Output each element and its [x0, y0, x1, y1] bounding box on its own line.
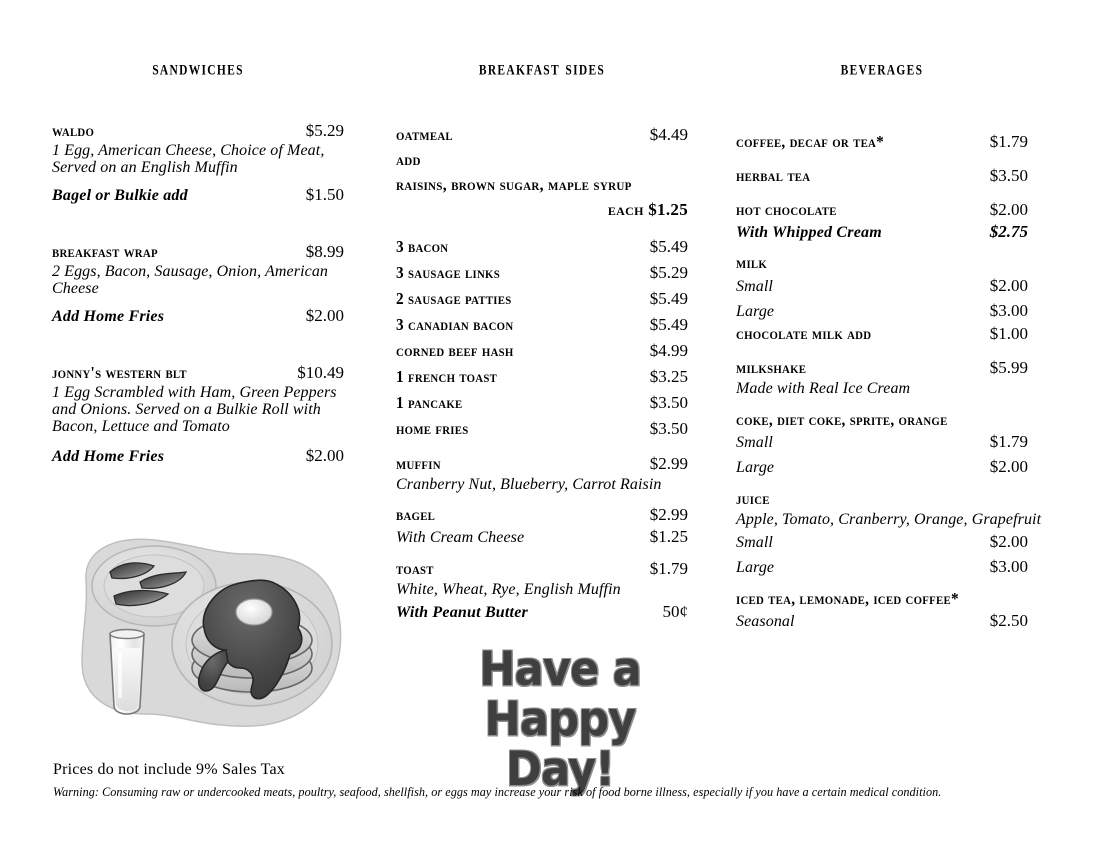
menu-row: [736, 558, 1028, 576]
slogan-line-2: Happy Day!: [484, 692, 636, 797]
menu-item-name: 3 bacon: [396, 237, 449, 256]
menu-item-price: $2.50: [989, 611, 1028, 630]
menu-row: [396, 560, 688, 577]
menu-item-price: $1.79: [649, 559, 688, 578]
menu-row: [52, 385, 344, 401]
menu-item-price: $2.75: [989, 222, 1028, 241]
menu-item-price: $2.00: [989, 200, 1028, 219]
menu-row: [52, 243, 344, 260]
menu-item-name: toast: [396, 559, 434, 578]
menu-row: [736, 381, 1028, 397]
menu-row: [736, 133, 1028, 150]
menu-row: [52, 143, 344, 159]
menu-item-name: With Peanut Butter: [396, 604, 528, 621]
menu-item-price: $2.00: [305, 446, 344, 465]
menu-row: [52, 402, 344, 418]
menu-item-name: 3 canadian bacon: [396, 315, 514, 334]
menu-row: [396, 201, 688, 218]
menu-item-price: $5.49: [649, 237, 688, 256]
menu-item-price: $5.29: [649, 263, 688, 282]
menu-item-description: Small: [736, 434, 773, 451]
menu-item-name: herbal tea: [736, 166, 811, 185]
menu-row: [396, 368, 688, 385]
happy-day-slogan: [440, 642, 680, 797]
menu-row: [736, 490, 1028, 507]
menu-item-name: breakfast wrap: [52, 242, 158, 261]
menu-row: [52, 364, 344, 381]
menu-item-name: milk: [736, 253, 768, 272]
menu-item-price: $5.49: [649, 289, 688, 308]
milk-liquid: [113, 648, 141, 711]
menu-item-price: $2.00: [989, 457, 1028, 476]
glass-highlight: [118, 652, 122, 698]
menu-item-description: and Onions. Served on a Bulkie Roll with: [52, 401, 321, 418]
menu-item-name: Add Home Fries: [52, 448, 165, 465]
menu-item-description: Apple, Tomato, Cranberry, Orange, Grapefruit: [736, 511, 1042, 528]
menu-rows-breakfast-sides: [396, 126, 688, 621]
menu-row: [52, 447, 344, 465]
menu-item-description: Small: [736, 278, 773, 295]
menu-row: [396, 420, 688, 437]
menu-item-price: $8.99: [305, 242, 344, 261]
menu-item-name: juice: [736, 489, 770, 508]
menu-item-description: 2 Eggs, Bacon, Sausage, Onion, American: [52, 263, 329, 280]
menu-row: [396, 394, 688, 411]
menu-item-price: $2.99: [649, 454, 688, 473]
menu-item-price: $1.79: [989, 432, 1028, 451]
menu-item-price: $1.00: [989, 324, 1028, 343]
menu-item-price: $4.99: [649, 341, 688, 360]
menu-item-name: muffin: [396, 454, 441, 473]
butter-pat: [236, 599, 272, 625]
menu-item-name: waldo: [52, 121, 95, 140]
menu-item-name: 3 sausage links: [396, 263, 500, 282]
breakfast-illustration: [76, 528, 348, 738]
menu-row: [736, 325, 1028, 342]
menu-row: [396, 582, 688, 598]
menu-row: [52, 186, 344, 204]
menu-item-description: 1 Egg Scrambled with Ham, Green Peppers: [52, 384, 337, 401]
menu-row: [396, 528, 688, 546]
menu-item-description: Made with Real Ice Cream: [736, 380, 911, 397]
menu-item-name: coffee, decaf or tea*: [736, 132, 885, 151]
menu-row: [52, 122, 344, 139]
menu-item-name: coke, diet coke, sprite, orange: [736, 410, 948, 429]
section-heading-sandwiches: sandwiches: [152, 56, 244, 80]
menu-item-description: Large: [736, 459, 775, 476]
menu-item-description: Cheese: [52, 280, 99, 297]
menu-item-name: corned beef hash: [396, 341, 514, 360]
menu-item-price: $3.50: [649, 419, 688, 438]
menu-row: [396, 290, 688, 307]
menu-item-name: milkshake: [736, 358, 807, 377]
menu-item-price: $1.79: [989, 132, 1028, 151]
menu-row: [396, 477, 688, 493]
menu-row: [396, 151, 688, 168]
menu-item-name: hot chocolate: [736, 200, 837, 219]
menu-row: [396, 603, 688, 621]
menu-item-description: Seasonal: [736, 613, 795, 630]
menu-row: [52, 160, 344, 176]
menu-item-price: $3.50: [649, 393, 688, 412]
menu-item-price: $5.29: [305, 121, 344, 140]
menu-row: [736, 201, 1028, 218]
menu-item-price: $4.49: [649, 125, 688, 144]
menu-row: [396, 176, 688, 193]
menu-item-description: With Cream Cheese: [396, 529, 525, 546]
menu-row: [52, 264, 344, 280]
menu-item-price: $5.99: [989, 358, 1028, 377]
menu-item-description: Small: [736, 534, 773, 551]
menu-item-description: Large: [736, 303, 775, 320]
menu-item-name: jonny's western blt: [52, 363, 187, 382]
menu-item-description: 1 Egg, American Cheese, Choice of Meat,: [52, 142, 325, 159]
section-heading-beverages: beverages: [840, 56, 924, 80]
menu-item-name: Bagel or Bulkie add: [52, 187, 188, 204]
menu-item-price: $1.50: [305, 185, 344, 204]
menu-item-name: iced tea, lemonade, iced coffee*: [736, 589, 959, 608]
menu-item-price: $3.50: [989, 166, 1028, 185]
menu-item-description: Served on an English Muffin: [52, 159, 238, 176]
menu-row: [736, 167, 1028, 184]
menu-item-price: $2.00: [305, 306, 344, 325]
menu-item-price: $3.00: [989, 301, 1028, 320]
sales-tax-note: Prices do not include 9% Sales Tax: [53, 761, 286, 778]
menu-rows-sandwiches: [52, 122, 344, 465]
menu-item-name: raisins, brown sugar, maple syrup: [396, 175, 632, 194]
menu-item-price: $3.25: [649, 367, 688, 386]
menu-row: [736, 277, 1028, 295]
menu-row: [736, 411, 1028, 428]
menu-item-description: Large: [736, 559, 775, 576]
menu-item-price: $3.00: [989, 557, 1028, 576]
menu-rows-beverages: [736, 132, 1042, 630]
menu-row: [396, 316, 688, 333]
menu-item-name: 2 sausage patties: [396, 289, 512, 308]
menu-item-name: home fries: [396, 419, 469, 438]
menu-item-name: With Whipped Cream: [736, 224, 882, 241]
menu-row: [52, 307, 344, 325]
menu-item-price: $2.00: [989, 532, 1028, 551]
menu-row: [736, 302, 1028, 320]
menu-row: [736, 254, 1028, 271]
menu-row: [736, 533, 1028, 551]
menu-row: [396, 264, 688, 281]
menu-item-name: oatmeal: [396, 125, 453, 144]
menu-row: [396, 506, 688, 523]
menu-item-name: bagel: [396, 505, 436, 524]
menu-row: [52, 281, 344, 297]
menu-item-description: Cranberry Nut, Blueberry, Carrot Raisin: [396, 476, 662, 493]
menu-item-price: 50¢: [662, 602, 688, 621]
food-safety-warning: Warning: Consuming raw or undercooked meats, poultry, seafood, shellfish, or eggs may increase your risk of food borne illness, especially if you have a certain medical condition.: [53, 785, 942, 799]
menu-row: [736, 590, 1028, 607]
menu-item-price: $2.00: [989, 276, 1028, 295]
menu-item-description: Bacon, Lettuce and Tomato: [52, 418, 230, 435]
menu-item-description: White, Wheat, Rye, English Muffin: [396, 581, 621, 598]
menu-row: [52, 419, 344, 435]
menu-row: [736, 433, 1028, 451]
slogan-line-1: Have a: [479, 642, 641, 697]
menu-row: [396, 455, 688, 472]
menu-row: [736, 458, 1028, 476]
menu-row: [736, 511, 1042, 528]
menu-item-name: Add Home Fries: [52, 308, 165, 325]
menu-item-price: $5.49: [649, 315, 688, 334]
menu-item-name: add: [396, 150, 421, 169]
menu-row: [396, 238, 688, 255]
menu-row: [396, 342, 688, 359]
menu-item-price: $10.49: [297, 363, 344, 382]
menu-item-name: chocolate milk add: [736, 324, 872, 343]
section-heading-breakfast-sides: breakfast sides: [478, 56, 606, 80]
menu-item-name: 1 pancake: [396, 393, 463, 412]
footer: [53, 760, 1053, 801]
menu-item-price: $1.25: [649, 527, 688, 546]
menu-item-price: each $1.25: [607, 200, 688, 219]
menu-item-price: $2.99: [649, 505, 688, 524]
glass-rim: [110, 630, 144, 639]
menu-row: [396, 126, 688, 143]
menu-item-name: 1 french toast: [396, 367, 498, 386]
menu-row: [736, 223, 1028, 241]
menu-row: [736, 612, 1028, 630]
menu-row: [736, 359, 1028, 376]
